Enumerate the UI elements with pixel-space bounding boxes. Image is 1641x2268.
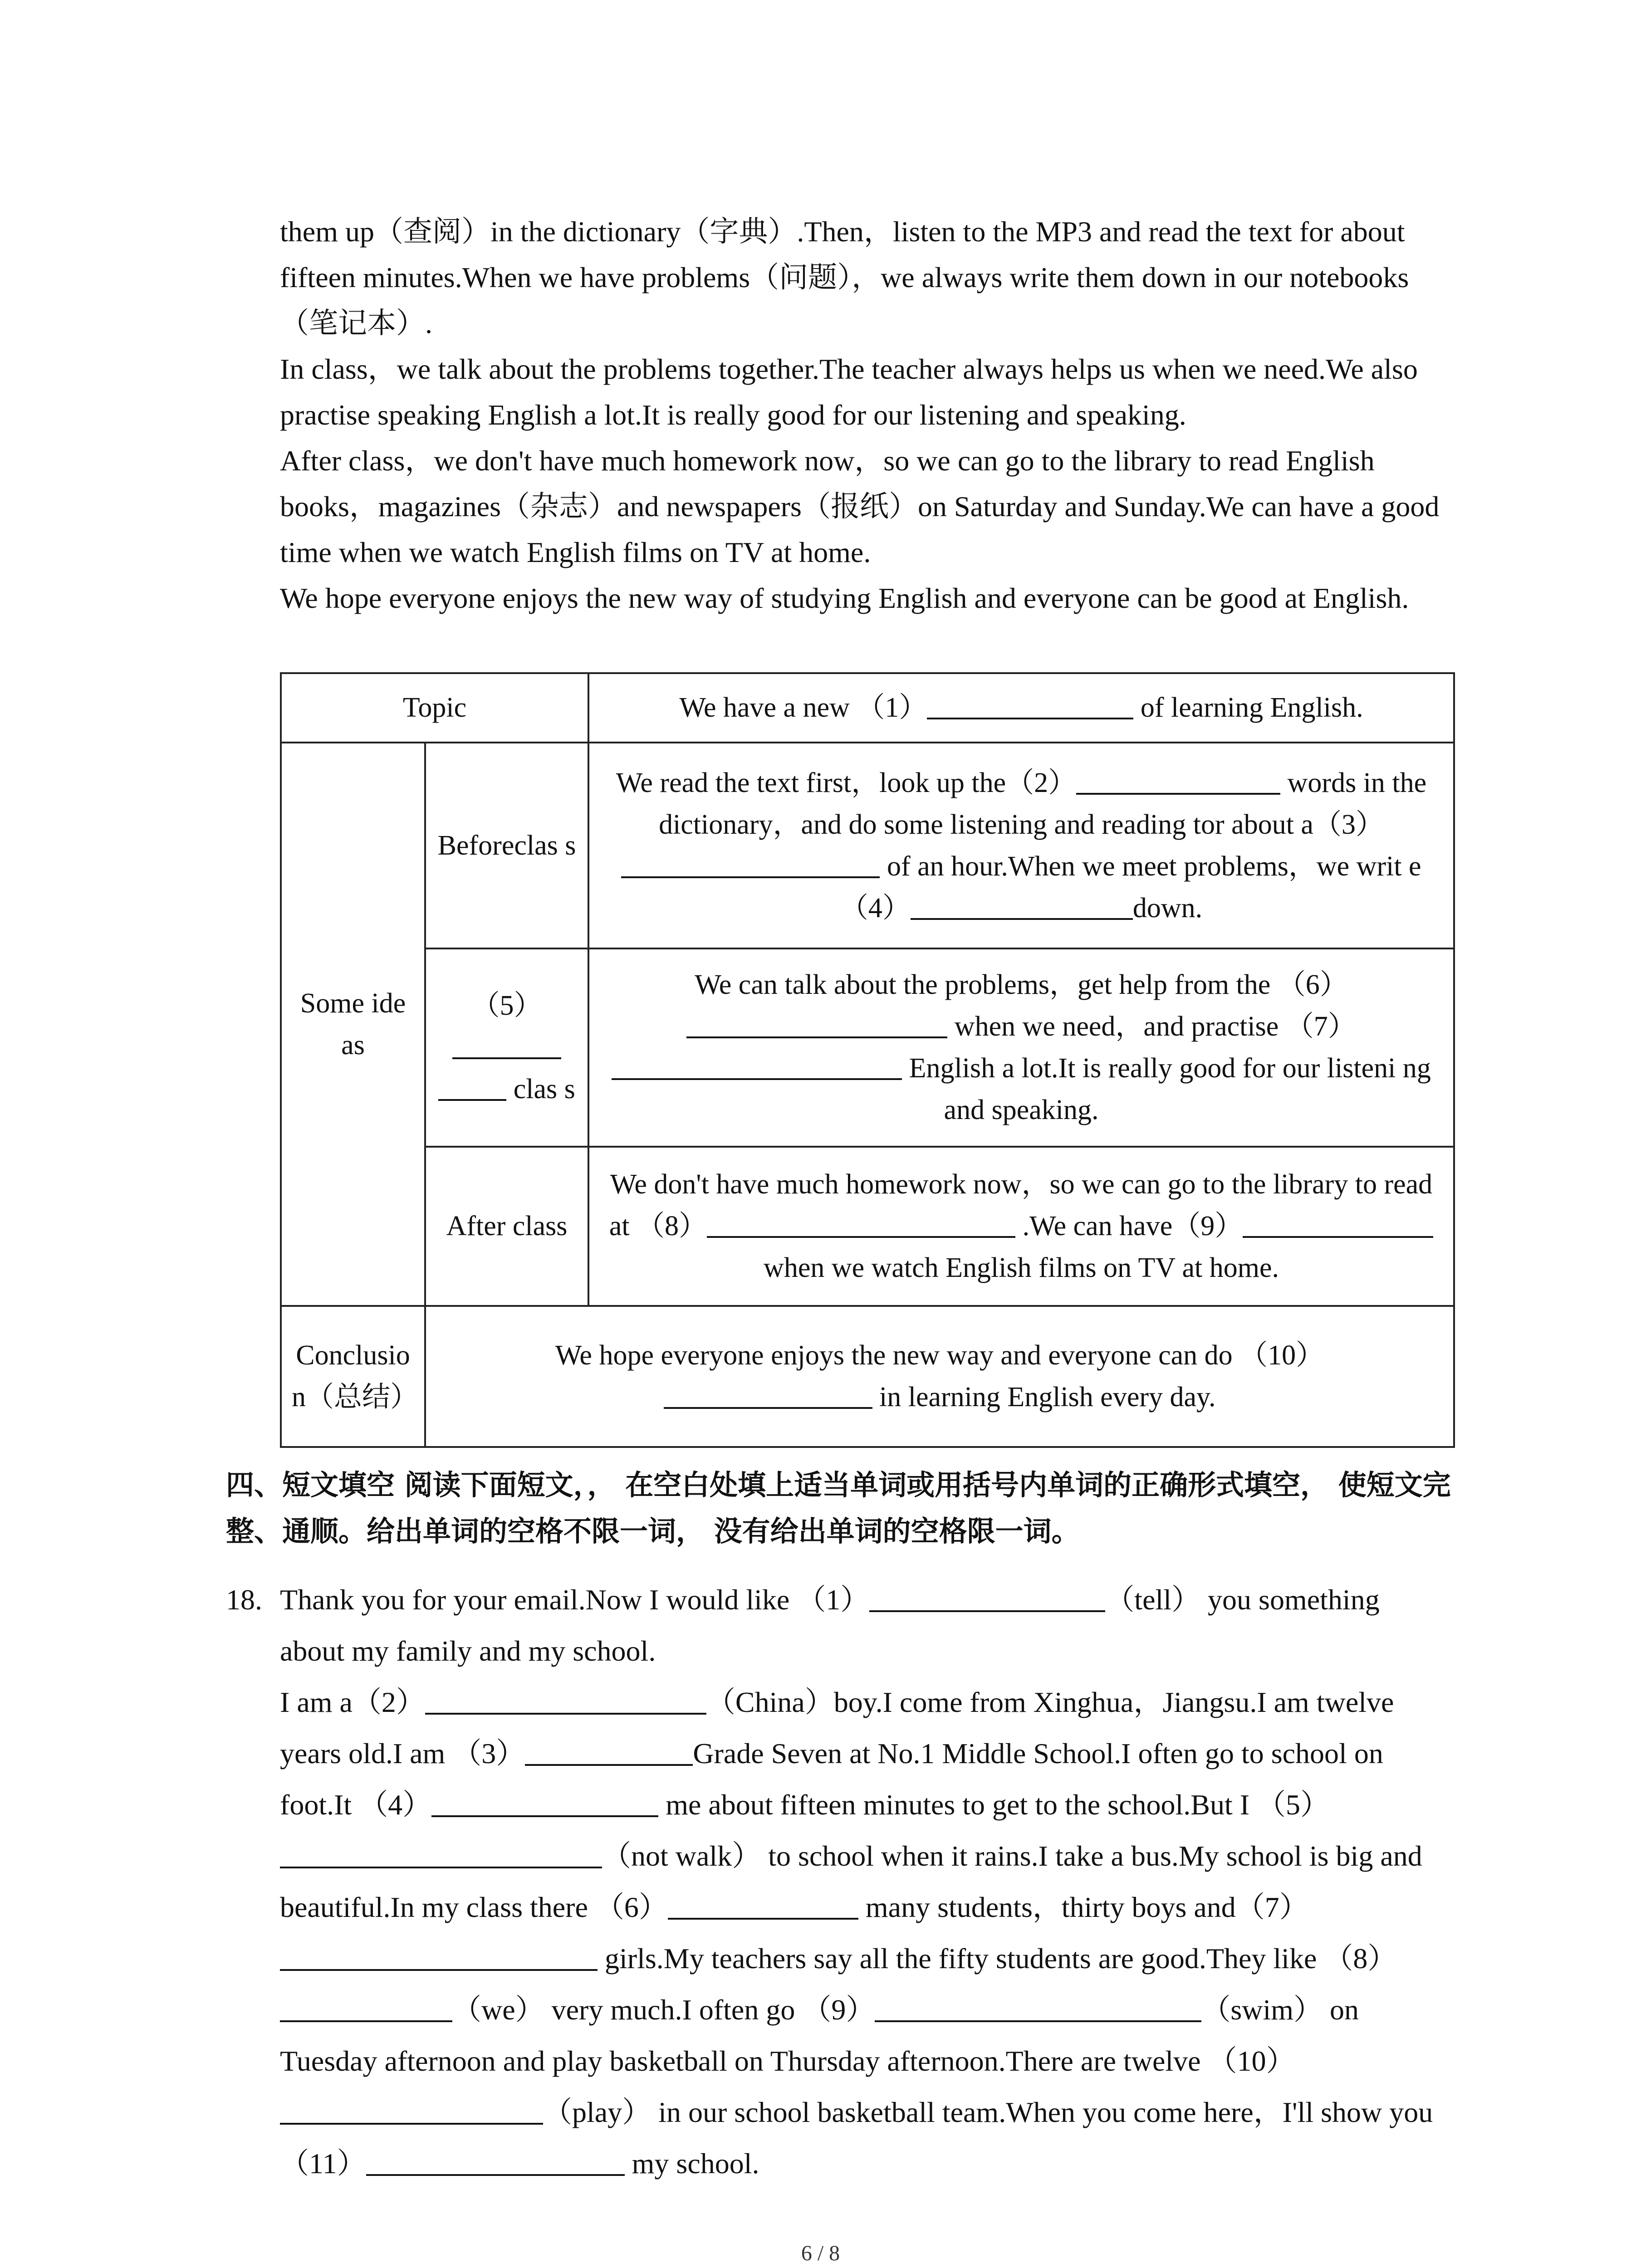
- blank-9[interactable]: [1243, 1208, 1433, 1238]
- q18-blank-5[interactable]: [280, 1838, 602, 1868]
- in-class-label: （5） clas s: [425, 948, 588, 1147]
- question-18: [226, 1574, 1451, 2189]
- q18-blank-1[interactable]: [869, 1582, 1105, 1612]
- q18-blank-7[interactable]: [280, 1941, 598, 1971]
- question-18-text: Thank you for your email.Now I would like （1） （tell） you something about my family and my school. I am a（2） （China）boy.I come from Xinghua，Jiangsu.I am twelve years old.I am （3） Grade Seven at No.1 Middle School.I often go to school on foot.It （4） me about fifteen minutes to get to the school.But I （5）（not walk） to school when it rains.I take a bus.My school is big and beautiful.In my class there （6） many students，thirty boys and（7） girls.My teachers say all the fifty students are good.They like （8）（we） very much.I often go （9） （swim） on Tuesday afternoon and play basketball on Thursday afternoon.There are twelve （10）（play） in our school basketball team.When you come here，I'll show you （11） my school.: [280, 1574, 1451, 2189]
- blank-5a[interactable]: [452, 1029, 561, 1059]
- question-number: 18.: [226, 1584, 262, 1616]
- conclusion-cell: We hope everyone enjoys the new way and everyone can do （10） in learning English every day.: [425, 1306, 1454, 1447]
- passage-paragraph-3: After class，we don't have much homework now，so we can go to the library to read English books，magazines（杂志）and newspapers（报纸）on Saturday and Sunday.We can have a good time when we watch English films on TV at home.: [280, 445, 1440, 568]
- before-class-cell: We read the text first，look up the（2） words in the dictionary，and do some listening and reading tor about a（3） of an hour.When we meet problems，we writ e （4） down.: [588, 743, 1454, 949]
- blank-5b[interactable]: [438, 1071, 506, 1101]
- q18-blank-3[interactable]: [525, 1736, 693, 1766]
- summary-table: [280, 672, 1455, 1448]
- after-class-label: After class: [425, 1147, 588, 1306]
- page-number: 6 / 8: [801, 2241, 840, 2265]
- blank-3[interactable]: [621, 848, 880, 878]
- q18-blank-4[interactable]: [431, 1787, 658, 1817]
- blank-2[interactable]: [1076, 765, 1280, 795]
- topic-cell: We have a new （1） of learning English.: [588, 673, 1454, 743]
- conclusion-label: Conclusio n（总结）: [281, 1306, 425, 1447]
- q18-blank-6[interactable]: [668, 1890, 858, 1920]
- blank-8[interactable]: [707, 1208, 1015, 1238]
- blank-1[interactable]: [927, 689, 1133, 719]
- blank-10[interactable]: [664, 1379, 872, 1409]
- q18-blank-10[interactable]: [280, 2095, 543, 2125]
- reading-passage: [280, 209, 1441, 621]
- blank-7[interactable]: [612, 1050, 902, 1080]
- passage-paragraph-2: In class，we talk about the problems together.The teacher always helps us when we need.We also practise speaking English a lot.It is really good for our listening and speaking.: [280, 353, 1418, 431]
- q18-blank-2[interactable]: [425, 1685, 706, 1715]
- passage-paragraph-4: We hope everyone enjoys the new way of studying English and everyone can be good at English.: [280, 582, 1409, 614]
- q18-blank-11[interactable]: [366, 2146, 625, 2176]
- section-four-heading: 四、短文填空 阅读下面短文，， 在空白处填上适当单词或用括号内单词的正确形式填空， 使短文完整、通顺。给出单词的空格不限一词， 没有给出单词的空格限一词。: [226, 1468, 1451, 1548]
- blank-6[interactable]: [686, 1008, 947, 1038]
- q18-blank-8[interactable]: [280, 1992, 452, 2022]
- some-ideas-label: Some ide as: [281, 743, 425, 1306]
- topic-label: Topic: [281, 673, 588, 743]
- after-class-cell: We don't have much homework now，so we can go to the library to read at （8） .We can have（9） when we watch English films on TV at home.: [588, 1147, 1454, 1306]
- before-class-label: Beforeclas s: [425, 743, 588, 949]
- in-class-cell: We can talk about the problems，get help from the （6） when we need，and practise （7） English a lot.It is really good for our listeni ng and speaking.: [588, 948, 1454, 1147]
- passage-paragraph-1: them up（查阅）in the dictionary（字典）.Then，listen to the MP3 and read the text for about fifteen minutes.When we have problems（问题），we always write them down in our notebooks （笔记本）.: [280, 215, 1409, 339]
- blank-4[interactable]: [911, 890, 1133, 920]
- q18-blank-9[interactable]: [875, 1992, 1201, 2022]
